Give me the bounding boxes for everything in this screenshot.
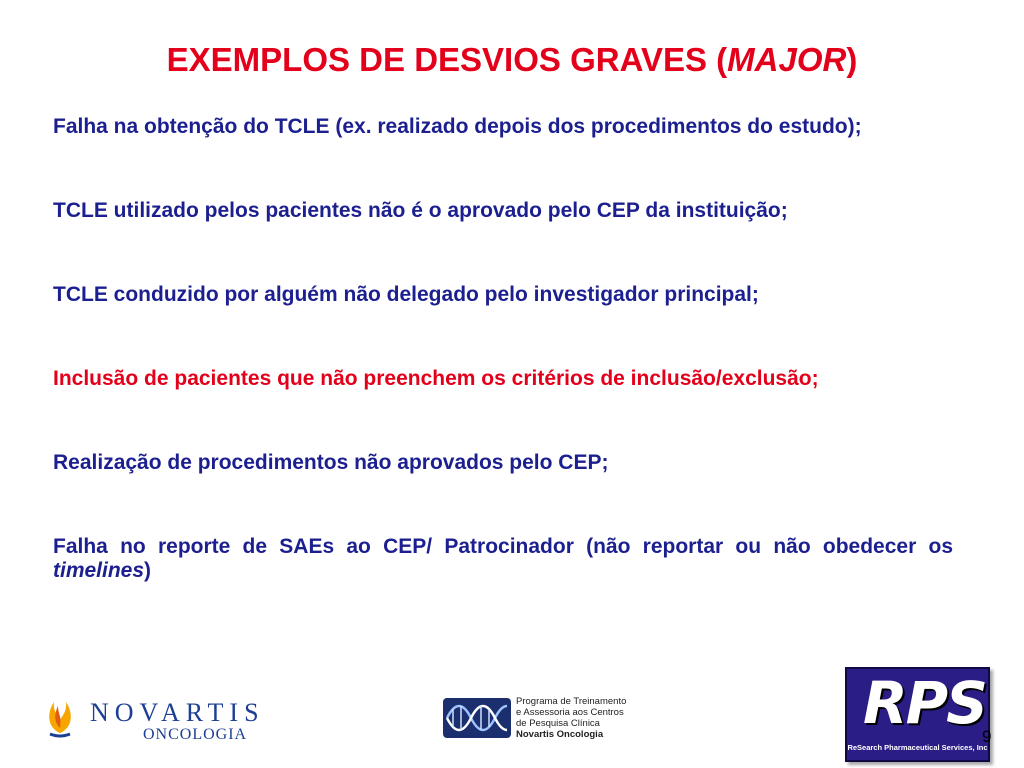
novartis-oncologia-logo	[40, 688, 280, 748]
list-item: Falha no reporte de SAEs ao CEP/ Patrocinador (não reportar ou não obedecer os timelines)	[53, 535, 953, 582]
list-item: TCLE utilizado pelos pacientes não é o aprovado pelo CEP da instituição;	[53, 199, 788, 222]
list-item-highlight: Inclusão de pacientes que não preenchem os critérios de inclusão/exclusão;	[53, 367, 819, 390]
list-item: Realização de procedimentos não aprovados pelo CEP;	[53, 451, 609, 474]
novartis-wordmark: NOVARTIS	[90, 698, 265, 727]
dna-helix-icon	[443, 698, 511, 738]
rps-logo	[845, 667, 990, 762]
list-item: Falha na obtenção do TCLE (ex. realizado depois dos procedimentos do estudo);	[53, 115, 862, 138]
title-italic: MAJOR	[727, 41, 847, 78]
deviation-list	[53, 115, 953, 583]
list-item: TCLE conduzido por alguém não delegado pelo investigador principal;	[53, 283, 759, 306]
programa-treinamento-logo: Programa de Treinamento e Assessoria aos Centros de Pesquisa Clínica Novartis Oncologia	[443, 696, 643, 740]
novartis-flame-icon	[40, 688, 80, 738]
rps-wordmark: RPS	[863, 669, 986, 737]
page-number: 9	[982, 727, 992, 746]
slide-title: EXEMPLOS DE DESVIOS GRAVES (MAJOR)	[166, 41, 858, 78]
rps-company-name: ReSearch Pharmaceutical Services, Inc	[847, 743, 988, 752]
oncologia-label: ONCOLOGIA	[143, 726, 248, 743]
